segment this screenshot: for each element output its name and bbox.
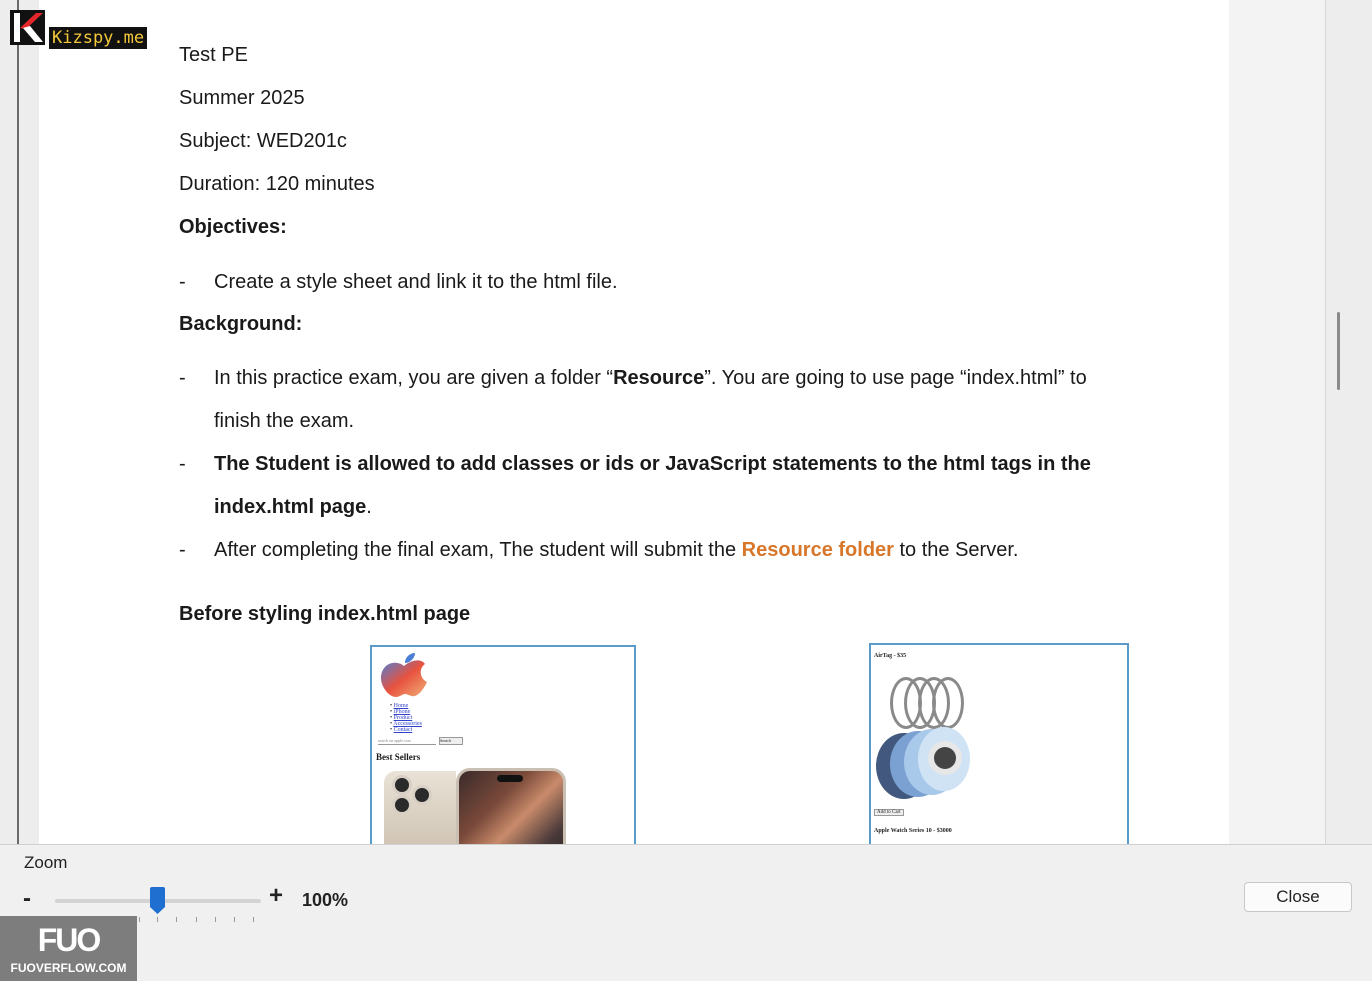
doc-title-line: Test PE xyxy=(179,44,248,66)
slider-tick xyxy=(234,917,235,922)
fuo-logo-mark: FUO xyxy=(37,922,100,958)
viewer-left-border xyxy=(17,0,19,845)
zoom-label: Zoom xyxy=(24,853,68,872)
slider-tick xyxy=(139,917,140,922)
bullet-dash: - xyxy=(179,271,186,293)
before-styling-heading: Before styling index.html page xyxy=(179,603,471,625)
doc-subject: Subject: WED201c xyxy=(179,130,347,152)
iphone-front-image xyxy=(456,768,566,845)
resource-folder-highlight: Resource folder xyxy=(741,539,894,561)
bullet-dash: - xyxy=(179,367,186,389)
viewer-gutter xyxy=(1229,0,1325,845)
mini-add-to-cart: Add to Cart xyxy=(874,809,904,816)
airtag-image xyxy=(876,675,976,805)
zoom-out-button[interactable]: - xyxy=(23,885,31,912)
mini-airtag-caption: AirTag - $35 xyxy=(874,653,907,659)
zoom-slider-thumb[interactable] xyxy=(149,887,166,915)
mini-search-button: Search xyxy=(439,737,463,745)
bullet-dash: - xyxy=(179,453,186,475)
slider-tick xyxy=(215,917,216,922)
slider-tick xyxy=(196,917,197,922)
slider-tick xyxy=(157,917,158,922)
fuo-logo-text: FUOVERFLOW.COM xyxy=(10,961,127,975)
mini-search-input: search on apple.com xyxy=(378,738,436,745)
close-button[interactable]: Close xyxy=(1244,882,1352,912)
fuoverflow-logo xyxy=(0,916,137,981)
kizspy-k-icon xyxy=(10,10,45,45)
objective-text: Create a style sheet and link it to the html file. xyxy=(214,271,618,293)
background-item-2-text: The Student is allowed to add classes or ids or JavaScript statements to the html tags in the xyxy=(214,453,1091,475)
doc-duration: Duration: 120 minutes xyxy=(179,173,375,195)
doc-term: Summer 2025 xyxy=(179,87,305,109)
background-heading: Background: xyxy=(179,313,303,335)
background-item-3-text: After completing the final exam, The student will submit the Resource folder to the Server. xyxy=(214,539,1019,561)
vertical-scrollbar-thumb[interactable] xyxy=(1337,312,1340,390)
bullet-dash: - xyxy=(179,539,186,561)
iphone-back-image xyxy=(384,771,456,845)
screenshot-before-styling-1 xyxy=(370,645,636,845)
zoom-value: 100% xyxy=(302,890,349,910)
gutter-divider xyxy=(1325,0,1326,845)
background-item-1-text: In this practice exam, you are given a folder “Resource”. You are going to use page “index.html” to xyxy=(214,367,1087,389)
zoom-in-button[interactable]: + xyxy=(269,882,284,909)
mini-watch-caption: Apple Watch Series 10 - $3000 xyxy=(874,828,952,834)
viewer-bottom-border xyxy=(0,844,1372,845)
document-page: Test PE Summer 2025 Subject: WED201c Duration: 120 minutes Objectives: - Create a style sheet and link it to the html file. Background: - In this practice exam, you are given a folder “Resource”. You are going to use page “index.html” to finish the exam. - The Student is allowed to add classes or ids or JavaScript statements to the html tags in the index.html page. - After completing the final exam, The student will submit the Resource folder to the Server. Before styling index.html page • Home • iPhone • Product • Accessories • Contact search on apple.com Search Best Sellers AirTag - $35 Add to Cart Apple Watch Series 10 - $3000 xyxy=(39,0,1229,845)
screenshot-before-styling-2 xyxy=(869,643,1129,845)
mini-best-sellers: Best Sellers xyxy=(376,752,421,762)
slider-tick xyxy=(176,917,177,922)
objectives-heading: Objectives: xyxy=(179,216,287,238)
kizspy-text: Kizspy.me xyxy=(49,27,147,49)
slider-tick xyxy=(253,917,254,922)
apple-logo-icon xyxy=(377,652,431,700)
mini-nav-list: • Home • iPhone • Product • Accessories • Contact xyxy=(390,703,422,733)
